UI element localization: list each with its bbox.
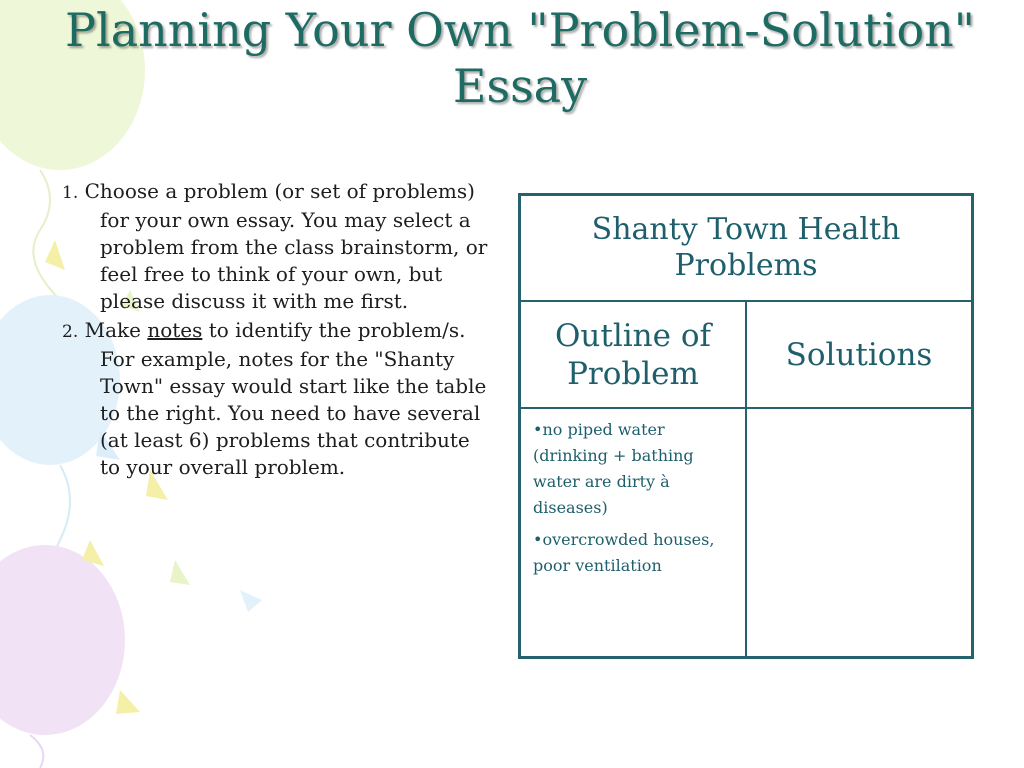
instruction-number: 2. — [62, 322, 79, 342]
solutions-header: Solutions — [746, 301, 971, 408]
table-title: Shanty Town Health Problems — [521, 196, 971, 301]
table-header-row — [521, 301, 971, 408]
instruction-item-1 — [62, 178, 490, 315]
notes-underlined-word: notes — [147, 318, 203, 342]
outline-of-problem-header: Outline of Problem — [521, 301, 746, 408]
problem-outline-cell — [521, 408, 746, 656]
table-row — [521, 408, 971, 656]
instruction-item-2 — [62, 317, 490, 481]
instruction-text: to identify the problem/s. For example, notes for the "Shanty Town" essay would start like the table to the right. You need to have several (at least 6) problems that contribute to your overall problem. — [100, 318, 487, 479]
notes-table — [521, 196, 971, 656]
instruction-text: Choose a problem (or set of problems) for your own essay. You may select a problem from the class brainstorm, or feel free to think of your own, but please discuss it with me first. — [84, 179, 488, 313]
table-title-row — [521, 196, 971, 301]
shanty-town-table — [518, 193, 974, 659]
slide-title: Planning Your Own "Problem-Solution" Essay — [65, 3, 975, 113]
list-item: •overcrowded houses, poor ventilation — [533, 530, 715, 575]
instruction-prefix: Make — [84, 318, 141, 342]
instruction-number: 1. — [62, 183, 79, 203]
solutions-cell — [746, 408, 971, 656]
instructions-text — [62, 178, 490, 483]
list-item: •no piped water (drinking + bathing water are dirty à diseases) — [533, 420, 694, 517]
